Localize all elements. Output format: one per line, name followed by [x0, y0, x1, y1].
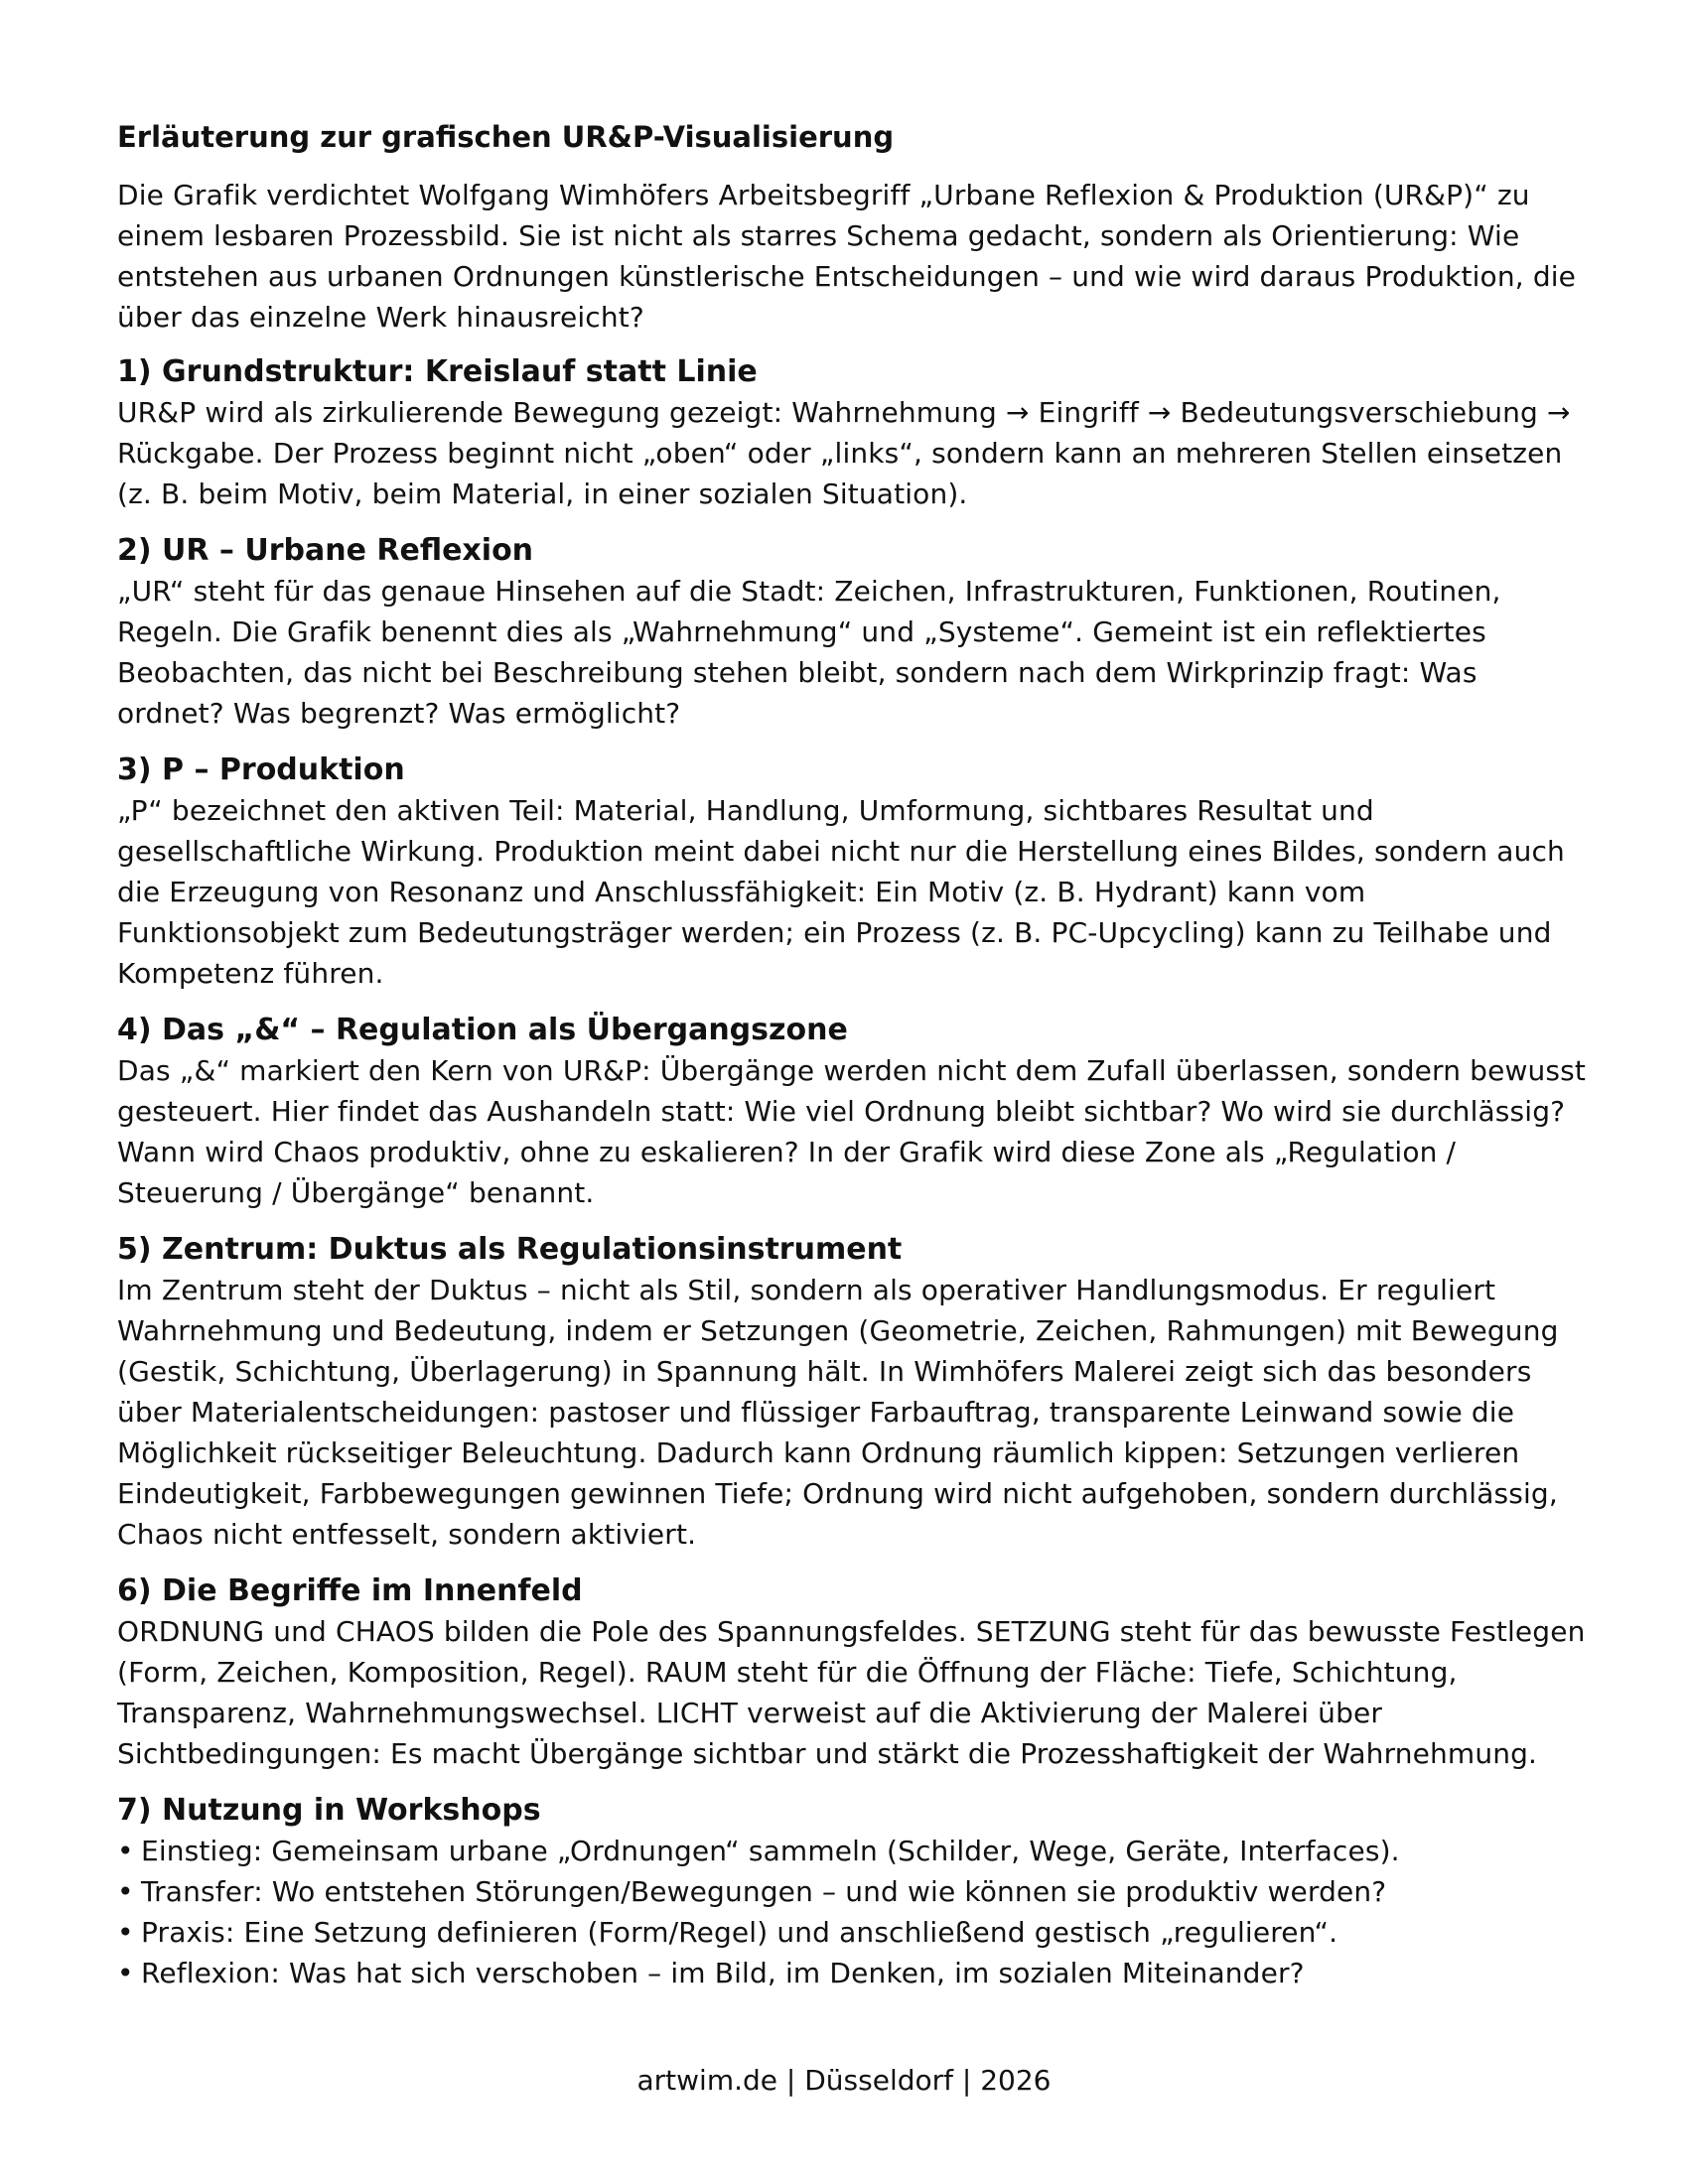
- list-item-text: Reflexion: Was hat sich verschoben – im Bild, im Denken, im sozialen Miteinander?: [141, 1957, 1305, 1989]
- section-body: Im Zentrum steht der Duktus – nicht als Stil, sondern als operativer Handlungsmodus. Er reguliert Wahrnehmung und Bedeutung, indem er Setzungen (Geometrie, Zeichen, Rahmungen) mit Bewegung (Gestik, Schichtung, Überlagerung) in Spannung hält. In Wimhöfers Malerei zeigt sich das besonders über Materialentscheidungen: pastoser und flüssiger Farbauftrag, transparente Leinwand sowie die Möglichkeit rückseitiger Beleuchtung. Dadurch kann Ordnung räumlich kippen: Setzungen verlieren Eindeutigkeit, Farbbewegungen gewinnen Tiefe; Ordnung wird nicht aufgehoben, sondern durchlässig, Chaos nicht entfesselt, sondern aktiviert.: [117, 1274, 1559, 1551]
- document-page: [117, 117, 1587, 2009]
- page-footer: artwim.de | Düsseldorf | 2026: [636, 2064, 1052, 2097]
- section-heading: 4) Das „&“ – Regulation als Übergangszone: [117, 1013, 848, 1047]
- section-body: UR&P wird als zirkulierende Bewegung gezeigt: Wahrnehmung → Eingriff → Bedeutungsverschiebung → Rückgabe. Der Prozess beginnt nicht „oben“ oder „links“, sondern kann an mehreren Stellen einsetzen (z. B. beim Motiv, beim Material, in einer sozialen Situation).: [117, 396, 1571, 510]
- bullet-icon: •: [117, 1875, 134, 1908]
- section-body: Das „&“ markiert den Kern von UR&P: Übergänge werden nicht dem Zufall überlassen, sondern bewusst gesteuert. Hier findet das Aushandeln statt: Wie viel Ordnung bleibt sichtbar? Wo wird sie durchlässig? Wann wird Chaos produktiv, ohne zu eskalieren? In der Grafik wird diese Zone als „Regulation / Steuerung / Übergänge“ benannt.: [117, 1054, 1586, 1209]
- bullet-icon: •: [117, 1916, 134, 1949]
- section-body: „P“ bezeichnet den aktiven Teil: Material, Handlung, Umformung, sichtbares Resultat und gesellschaftliche Wirkung. Produktion meint dabei nicht nur die Herstellung eines Bildes, sondern auch die Erzeugung von Resonanz und Anschlussfähigkeit: Ein Motiv (z. B. Hydrant) kann vom Funktionsobjekt zum Bedeutungsträger werden; ein Prozess (z. B. PC-Upcycling) kann zu Teilhabe und Kompetenz führen.: [117, 794, 1565, 990]
- section-zentrum-duktus: [117, 1229, 1587, 1555]
- section-innenfeld: [117, 1570, 1587, 1774]
- section-workshops: [117, 1790, 1587, 1993]
- section-body: „UR“ steht für das genaue Hinsehen auf die Stadt: Zeichen, Infrastrukturen, Funktionen, Routinen, Regeln. Die Grafik benennt dies als „Wahrnehmung“ und „Systeme“. Gemeint ist ein reflektiertes Beobachten, das nicht bei Beschreibung stehen bleibt, sondern nach dem Wirkprinzip fragt: Was ordnet? Was begrenzt? Was ermöglicht?: [117, 575, 1501, 730]
- section-heading: 1) Grundstruktur: Kreislauf statt Linie: [117, 354, 758, 389]
- section-heading: 5) Zentrum: Duktus als Regulationsinstrument: [117, 1232, 903, 1267]
- list-item-text: Transfer: Wo entstehen Störungen/Bewegungen – und wie können sie produktiv werden?: [141, 1875, 1387, 1908]
- workshop-list: [117, 1831, 1587, 1993]
- list-item: [117, 1953, 1587, 1993]
- section-heading: 6) Die Begriffe im Innenfeld: [117, 1573, 583, 1608]
- section-produktion: [117, 750, 1587, 994]
- list-item: [117, 1871, 1587, 1912]
- section-grundstruktur: [117, 351, 1587, 514]
- list-item: [117, 1831, 1587, 1871]
- section-body: ORDNUNG und CHAOS bilden die Pole des Spannungsfeldes. SETZUNG steht für das bewusste Festlegen (Form, Zeichen, Komposition, Regel). RAUM steht für die Öffnung der Fläche: Tiefe, Schichtung, Transparenz, Wahrnehmungswechsel. LICHT verweist auf die Aktivierung der Malerei über Sichtbedingungen: Es macht Übergänge sichtbar und stärkt die Prozesshaftigkeit der Wahrnehmung.: [117, 1615, 1586, 1770]
- intro-paragraph: Die Grafik verdichtet Wolfgang Wimhöfers Arbeitsbegriff „Urbane Reflexion & Produktion (UR&P)“ zu einem lesbaren Prozessbild. Sie ist nicht als starres Schema gedacht, sondern als Orientierung: Wie entstehen aus urbanen Ordnungen künstlerische Entscheidungen – und wie wird daraus Produktion, die über das einzelne Werk hinausreicht?: [117, 179, 1577, 334]
- section-urbane-reflexion: [117, 530, 1587, 734]
- bullet-icon: •: [117, 1835, 134, 1867]
- bullet-icon: •: [117, 1957, 134, 1989]
- section-heading: 3) P – Produktion: [117, 752, 405, 787]
- section-heading: 7) Nutzung in Workshops: [117, 1793, 541, 1828]
- list-item-text: Einstieg: Gemeinsam urbane „Ordnungen“ sammeln (Schilder, Wege, Geräte, Interfaces).: [141, 1835, 1400, 1867]
- section-heading: 2) UR – Urbane Reflexion: [117, 533, 534, 568]
- document-title: Erläuterung zur grafischen UR&P-Visualisierung: [117, 120, 895, 154]
- list-item-text: Praxis: Eine Setzung definieren (Form/Regel) und anschließend gestisch „regulieren“.: [141, 1916, 1338, 1949]
- section-regulation: [117, 1010, 1587, 1213]
- list-item: [117, 1912, 1587, 1953]
